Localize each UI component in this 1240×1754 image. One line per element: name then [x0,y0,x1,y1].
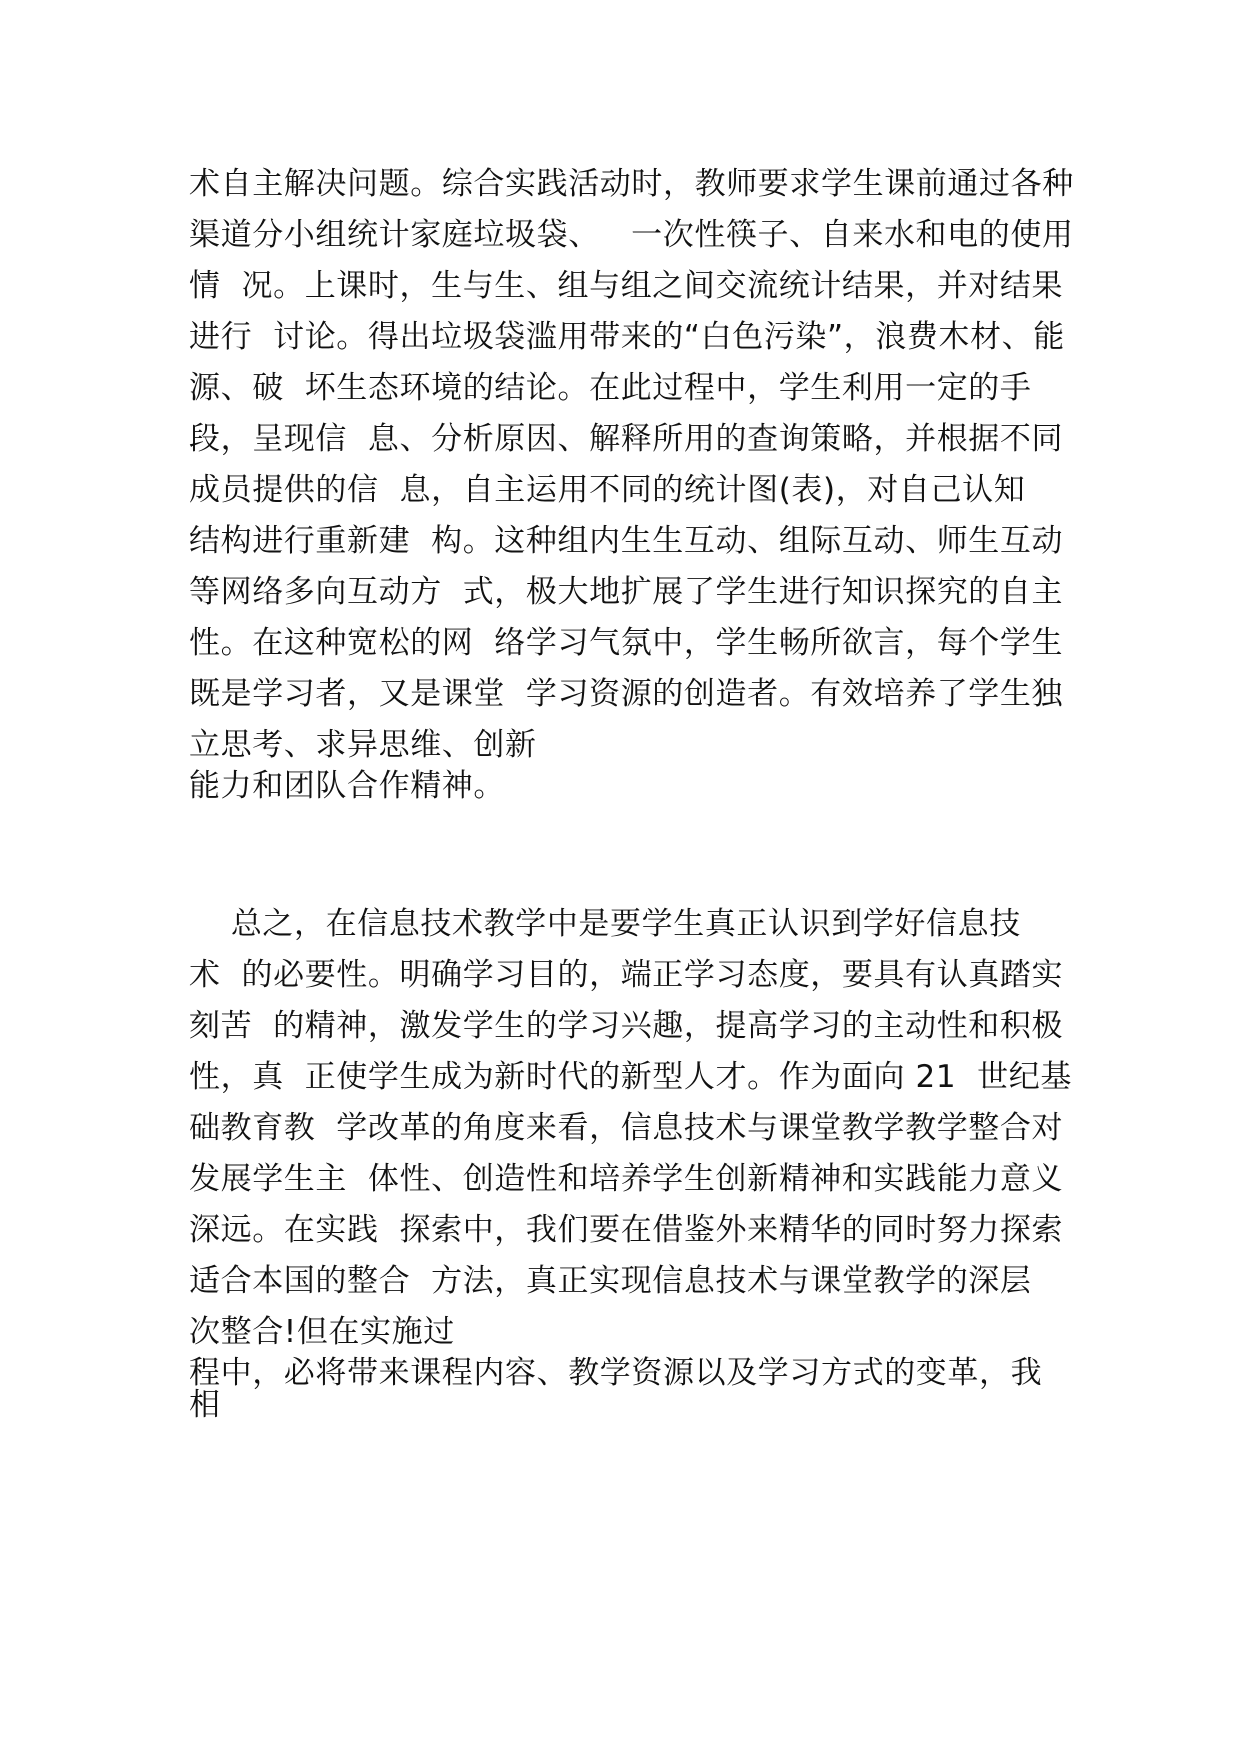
text-line: 性，真 正使学生成为新时代的新型人才。作为面向 21 世纪基 [189,1059,1072,1095]
text-line: 既是学习者，又是课堂 学习资源的创造者。有效培养了学生独 [189,676,1064,712]
text-line: 刻苦 的精神，激发学生的学习兴趣，提高学习的主动性和积极 [189,1008,1064,1044]
text-line: 发展学生主 体性、创造性和培养学生创新精神和实践能力意义 [189,1161,1064,1197]
text-line: 等网络多向互动方 式，极大地扩展了学生进行知识探究的自主 [189,574,1064,610]
text-line: 深远。在实践 探索中，我们要在借鉴外来精华的同时努力探索 [189,1212,1064,1248]
text-line: 能力和团队合作精神。 [189,768,505,804]
text-line: 术自主解决问题。综合实践活动时，教师要求学生课前通过各种 [189,166,1074,202]
text-line: 渠道分小组统计家庭垃圾袋、 一次性筷子、自来水和电的使用 [189,217,1074,253]
text-line: 源、破 坏生态环境的结论。在此过程中，学生利用一定的手 [189,370,1032,406]
text-line: 础教育教 学改革的角度来看，信息技术与课堂教学教学整合对 [189,1110,1064,1146]
text-line: 段，呈现信 息、分析原因、解释所用的查询策略，并根据不同 [189,421,1064,457]
text-line: 术 的必要性。明确学习目的，端正学习态度，要具有认真踏实 [189,957,1064,993]
text-line: 适合本国的整合 方法，真正实现信息技术与课堂教学的深层 [189,1263,1032,1299]
text-line: 次整合!但在实施过 [189,1314,455,1350]
text-line: 总之，在信息技术教学中是要学生真正认识到学好信息技 [189,906,1021,942]
text-line: 相 [189,1387,221,1423]
text-line: 程中，必将带来课程内容、教学资源以及学习方式的变革，我 [189,1355,1043,1391]
text-line: 结构进行重新建 构。这种组内生生互动、组际互动、师生互动 [189,523,1064,559]
text-line: 成员提供的信 息，自主运用不同的统计图(表)，对自己认知 [189,472,1026,508]
text-line: 进行 讨论。得出垃圾袋滥用带来的“白色污染”，浪费木材、能 [189,319,1065,355]
text-line: 情 况。上课时，生与生、组与组之间交流统计结果，并对结果 [189,268,1064,304]
text-line: 立思考、求异思维、创新 [189,727,537,763]
text-line: 性。在这种宽松的网 络学习气氛中，学生畅所欲言，每个学生 [189,625,1064,661]
